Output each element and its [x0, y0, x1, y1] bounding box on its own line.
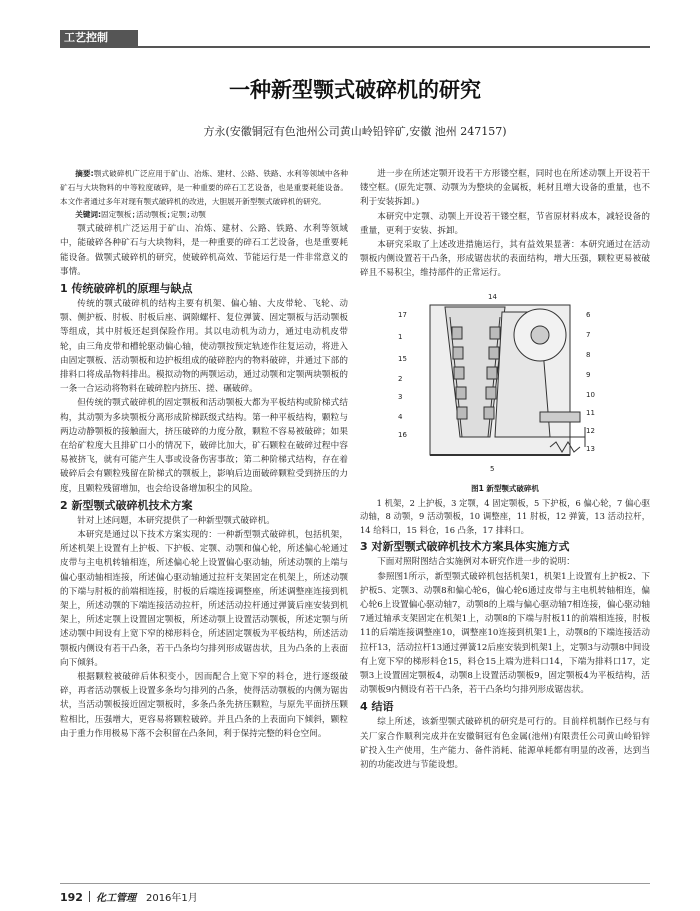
- right-paragraph-2: 本研究中定颚、动颚上开设若干镂空框，节省原材料成本，减轻设备的重量，更利于安装、拆卸。: [360, 211, 650, 236]
- section-1-heading: 1 传统破碎机的原理与缺点: [60, 282, 193, 295]
- section-2-paragraph-2: 本研究是通过以下技术方案实现的：一种新型颚式破碎机，包括机架，所述机架上设置有上护板、下护板、定颚、动颚和偏心轮，所述偏心轮通过皮带与主电机转轴相连，所述偏心轮上设置偏心驱动轴，所述动颚的上端与偏心驱动轴相连接，所述偏心驱动轴通过拉杆支架固定在机架上，所述动颚的下端与肘板的前端相连接，肘板的后端连接调整座，所述调整座连接到机架上，所述动颚的下端连接活动拉杆，所述活动拉杆通过弹簧后座安装到机架上，所述定颚上设置固定颚板，所述动颚上设置活动颚板，所述定颚与所述动颚中间设有上宽下窄的梯形料仓，所述固定颚板为平板结构，所述活动颚板内侧设有若干凸条，若干凸条均匀排列形成锯齿状，且为凸条的上表面向下倾斜。: [60, 530, 348, 668]
- fig-num-6: 6: [586, 310, 591, 319]
- keywords-text: 固定颚板;活动颚板;定颚;动颚: [101, 210, 206, 220]
- figure-legend: 1 机架，2 上护板，3 定颚，4 固定颚板，5 下护板，6 偏心轮，7 偏心驱动轴，8 动颚，9 活动颚板，10 调整座，11 肘板，12 弹簧，13 活动拉杆，14 给料口，15 料仓，16 凸条，17 排料口。: [360, 497, 650, 535]
- footer-rule: [60, 883, 650, 884]
- fig-num-8: 8: [586, 350, 591, 359]
- page-number: 192: [60, 891, 83, 904]
- fig-num-5: 5: [490, 464, 495, 473]
- fig-num-17: 17: [398, 310, 407, 319]
- fig-num-14: 14: [488, 292, 497, 301]
- fig-num-15: 15: [398, 354, 407, 363]
- fig-num-1: 1: [398, 332, 403, 341]
- journal-name: 化工管理: [95, 893, 136, 904]
- figure-caption: 图1 新型颚式破碎机: [471, 483, 539, 493]
- fig-num-2: 2: [398, 374, 403, 383]
- section-3-paragraph-1: 下面对照附图结合实施例对本研究作进一步的说明：: [377, 557, 575, 568]
- fig-num-9: 9: [586, 370, 591, 379]
- article-title: 一种新型颚式破碎机的研究: [229, 78, 481, 102]
- crusher-diagram: [390, 287, 606, 477]
- section-tag: 工艺控制: [60, 30, 138, 46]
- section-2-paragraph-3: 根据颗粒被破碎后体积变小，因而配合上宽下窄的料仓，进行逐级破碎，再者活动颚板上设置多条均匀排列的凸条，使得活动颚板的内侧为锯齿状，当活动颚板接近固定颚板时，多条凸条先挤压颗粒，与原先平面挤压颗粒相比，压强增大，更容易将颗粒破碎。并且凸条的上表面向下倾斜，颗粒由于重力作用极易下落不会积留在凸条间，利于保持完整的料仓空间。: [60, 672, 348, 739]
- header-rule: [60, 46, 650, 48]
- section-3-heading: 3 对新型颚式破碎机技术方案具体实施方式: [360, 540, 570, 554]
- footer-separator: [89, 891, 90, 902]
- fig-num-16: 16: [398, 430, 407, 439]
- abstract-label: 摘要:: [75, 169, 94, 178]
- right-paragraph-1: 进一步在所述定颚开设若干方形镂空框，同时也在所述动颚上开设若干镂空框。(原先定颚、动颚为为整块的金属板，耗材且增大设备的重量，也不利于安装拆卸。): [360, 169, 650, 208]
- right-paragraph-3: 本研究采取了上述改进措施运行，其有益效果显著：本研究通过在活动颚板内侧设置若干凸条，形成锯齿状的表面结构，增大压强，颗粒更易被破碎且不易积尘，维持部件的正常运行。: [360, 240, 650, 279]
- section-2-heading: 2 新型颚式破碎机技术方案: [60, 498, 193, 512]
- section-2-paragraph-1: 针对上述问题，本研究提供了一种新型颚式破碎机。: [77, 515, 275, 526]
- fig-num-12: 12: [586, 426, 595, 435]
- fig-num-4: 4: [398, 412, 403, 421]
- left-column: [60, 167, 348, 741]
- keywords: [60, 208, 348, 222]
- keywords-label: 关键词:: [75, 210, 102, 220]
- fig-num-13: 13: [586, 444, 595, 453]
- section-4-paragraph-1: 综上所述，该新型颚式破碎机的研究是可行的。目前样机制作已经与有关厂家合作顺利完成并在安徽铜冠有色金属(池州)有限责任公司黄山岭铅锌矿投入生产使用，生产能力、备件消耗、能源单耗都有明显的改善，达到当初的功能改进与节能设想。: [360, 717, 650, 771]
- article-author: 方永(安徽铜冠有色池州公司黄山岭铅锌矿,安徽 池州 247157): [203, 125, 507, 138]
- section-3-paragraph-2: 参照图1所示，新型颚式破碎机包括机架1，机架1上设置有上护板2、下护板5、定颚3、动颚8和偏心轮6，偏心轮6通过皮带与主电机转轴相连，偏心轮6上设置偏心驱动轴7，动颚8的上端与偏心驱动轴7相连接，偏心驱动轴7通过轴承支架固定在机架1上，动颚8的下端与肘板11的前端相连接，肘板11的后端连接调整座10，调整座10连接到机架1上，动颚8的下端连接活动拉杆13，活动拉杆13通过弹簧12后座安装到机架1上，定颚3与动颚8中间设有上宽下窄的梯形料仓15，料仓15上端为进料口14，下端为排料口17，定颚3上设置固定颚板4，动颚8上设置活动颚板9，固定颚板4为平板结构，活动颚板9内侧设有若干凸条，若干凸条均匀排列形成锯齿状。: [360, 571, 650, 696]
- abstract-text: 颚式破碎机广泛应用于矿山、冶炼、建材、公路、铁路、水利等领域中各种矿石与大块物料的中等粒度破碎，是一种重要的碎石工艺设备，也是重要耗能设备。本文作者通过多年对现有颚式破碎机的改进，大胆展开新型颚式破碎机的研究。: [60, 169, 348, 206]
- page-footer: [60, 889, 198, 904]
- intro-paragraph: 颚式破碎机广泛运用于矿山、冶炼、建材、公路、铁路、水利等领域中，能破碎各种矿石与大块物料，是一种重要的碎石工艺设备，也是重要耗能设备。做颚式破碎机的研究，使破碎机高效、节能运行是一件非常意义的事情。: [60, 224, 348, 277]
- section-4-heading: 4 结语: [360, 700, 394, 714]
- fig-num-7: 7: [586, 330, 591, 339]
- abstract: [60, 167, 348, 208]
- section-1-paragraph-1: 传统的颚式破碎机的结构主要有机架、偏心轴、大皮带轮、飞轮、动颚、侧护板、肘板、肘板后座、调隙螺杆、复位弹簧、固定颚板与活动颚板等组成，其中肘板还起到保险作用。其以电动机为动力，通过电动机皮带轮，由三角皮带和槽轮驱动偏心轴，使动颚按预定轨迹作往复运动，将进入由固定颚板、活动颚板和边护板组成的破碎腔内的物料破碎，并通过下部的排料口将成品物料排出。模拟动物的两颚运动，通过动颚和定颚两块颚板的一条一合运动将物料在破碎腔内挤压、搓、碾破碎。: [60, 299, 348, 395]
- right-column: [360, 167, 650, 772]
- issue-date: 2016年1月: [145, 893, 198, 904]
- fig-num-11: 11: [586, 408, 595, 417]
- section-1-paragraph-2: 但传统的颚式破碎机的固定颚板和活动颚板大都为平板结构或阶梯式结构，其动颚为多块颚板分离形成阶梯跃级式结构。第一种平板结构，颗粒与两边动静颚板的接触面大，挤压破碎的力度分散，颗粒不容易被破碎；如果在给矿粒度大且排矿口小的情况下，破碎比加大，矿石颗粒在破碎过程中容易被挤飞，就有可能产生人事或设备伤害事故；第二种阶梯式结构，存在着破碎后会有颗粒残留在阶梯式的颚板上，影响后边面破碎颗粒受到挤压的力度，且颗粒残留增加，也会给设备增加积尘的风险。: [60, 398, 348, 494]
- fig-num-3: 3: [398, 392, 403, 401]
- jaw-crusher-figure: [390, 287, 606, 477]
- fig-num-10: 10: [586, 390, 595, 399]
